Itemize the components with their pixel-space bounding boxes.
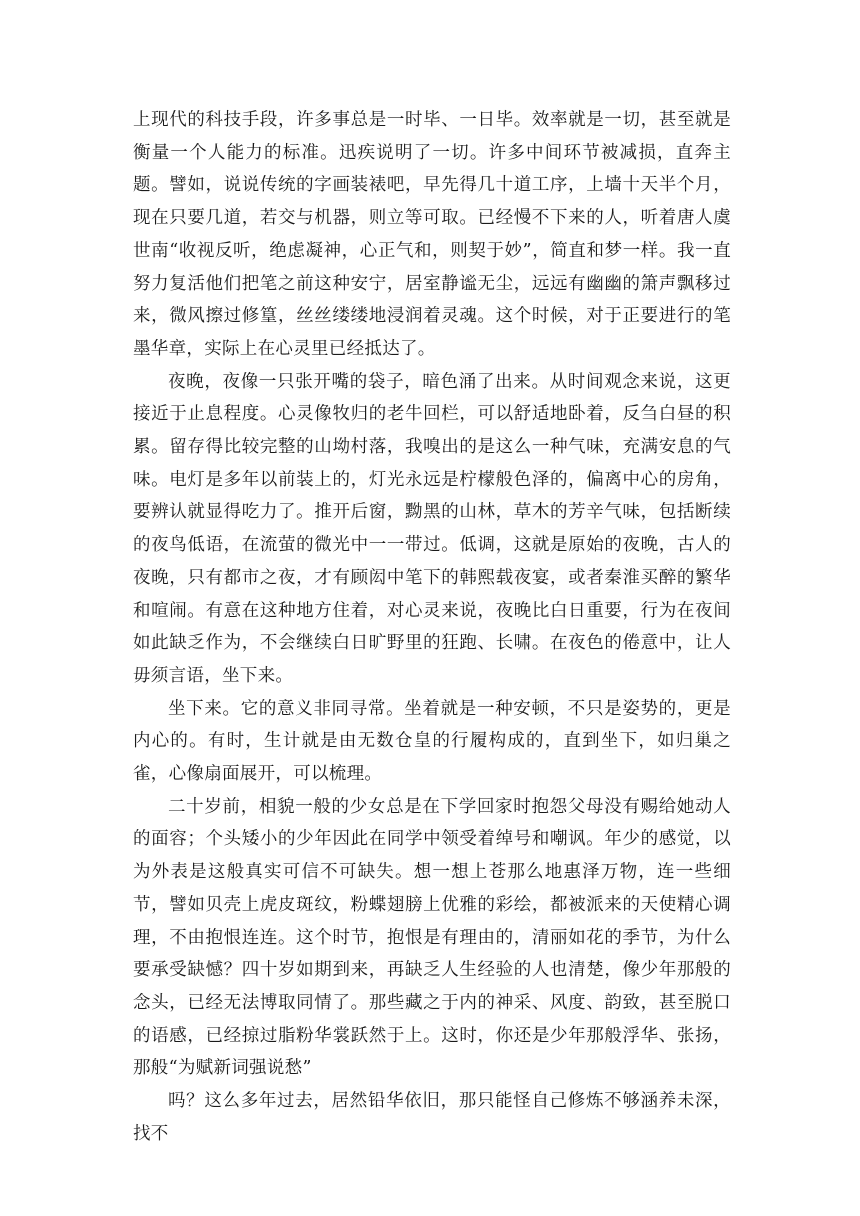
paragraph-2: 夜晚，夜像一只张开嘴的袋子，暗色涌了出来。从时间观念来说，这更接近于止息程度。心灵像牧归的老牛回栏，可以舒适地卧着，反刍白昼的积累。留存得比较完整的山坳村落，我嗅出的是这么一种气味，充满安息的气味。电灯是多年以前装上的，灯光永远是柠檬般色泽的，偏离中心的房角，要辨认就显得吃力了。推开后窗，黝黑的山林，草木的芳辛气味，包括断续的夜鸟低语，在流萤的微光中一一带过。低调，这就是原始的夜晚，古人的夜晚，只有都市之夜，才有顾闳中笔下的韩熙载夜宴，或者秦淮买醉的繁华和喧闹。有意在这种地方住着，对心灵来说，夜晚比白日重要，行为在夜间如此缺乏作为，不会继续白日旷野里的狂跑、长啸。在夜色的倦意中，让人毋须言语，坐下来。 — [133, 371, 731, 686]
paragraph-4: 二十岁前，相貌一般的少女总是在下学回家时抱怨父母没有赐给她动人的面容；个头矮小的少年因此在同学中领受着绰号和嘲讽。年少的感觉，以为外表是这般真实可信不可缺失。想一想上苍那么地惠泽万物，连一些细节，譬如贝壳上虎皮斑纹，粉蝶翅膀上优雅的彩绘，都被派来的天使精心调理，不由抱恨连连。这个时节，抱恨是有理由的，清丽如花的季节，为什么要承受缺憾？四十岁如期到来，再缺乏人生经验的人也清楚，像少年那般的念头，已经无法博取同情了。那些藏之于内的神采、风度、韵致，甚至脱口的语感，已经掠过脂粉华裳跃然于上。这时，你还是少年那般浮华、张扬，那般“为赋新词强说愁” — [133, 796, 731, 1079]
paragraph-5: 吗？这么多年过去，居然铅华依旧，那只能怪自己修炼不够涵养未深，找不 — [133, 1091, 731, 1144]
paragraph-3: 坐下来。它的意义非同寻常。坐着就是一种安顿，不只是姿势的，更是内心的。有时，生计就是由无数仓皇的行履构成的，直到坐下，如归巢之雀，心像扇面展开，可以梳理。 — [133, 698, 731, 785]
paragraph-1: 上现代的科技手段，许多事总是一时毕、一日毕。效率就是一切，甚至就是衡量一个人能力的标准。迅疾说明了一切。许多中间环节被减损，直奔主题。譬如，说说传统的字画装裱吧，早先得几十道工序，上墙十天半个月，现在只要几道，若交与机器，则立等可取。已经慢不下来的人，听着唐人虞世南“收视反听，绝虑凝神，心正气和，则契于妙”，简直和梦一样。我一直努力复活他们把笔之前这种安宁，居室静谧无尘，远远有幽幽的箫声飘移过来，微风擦过修篁，丝丝缕缕地浸润着灵魂。这个时候，对于正要进行的笔墨华章，实际上在心灵里已经抵达了。 — [133, 110, 731, 359]
body-text — [133, 104, 731, 1151]
